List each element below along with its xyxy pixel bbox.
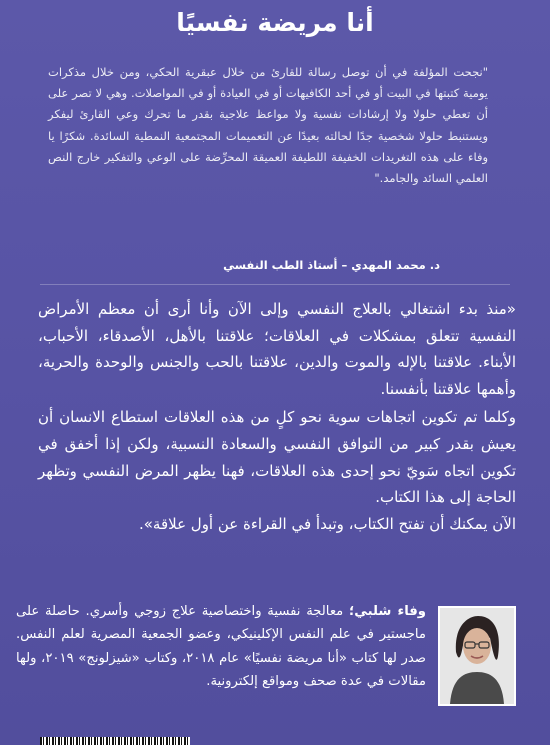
section-divider [40, 284, 510, 285]
book-title: أنا مريضة نفسيًا [176, 8, 374, 37]
blurb-paragraph-3: الآن يمكنك أن تفتح الكتاب، وتبدأ في القراءة عن أول علاقة». [138, 514, 516, 533]
main-blurb [38, 296, 516, 537]
author-bio [16, 600, 426, 693]
author-portrait-icon [440, 608, 514, 704]
blurb-paragraph-2: وكلما تم تكوين اتجاهات سوية نحو كلٍ من هذه العلاقات استطاع الانسان أن يعيش بقدر كبير من التوافق النفسي والسعادة النسبية، ولكن إذا أخفق في تكوين اتجاه سَويّ نحو إحدى هذه العلاقات، فهنا يظهر المرض النفسي وتظهر الحاجة إلى هذا الكتاب. [38, 408, 516, 507]
author-name: وفاء شلبي؛ [348, 604, 426, 619]
barcode-strip [40, 737, 190, 745]
endorsement-attribution: د. محمد المهدي – أستاذ الطب النفسي [223, 258, 440, 272]
author-photo [438, 606, 516, 706]
author-bio-text: معالجة نفسية واختصاصية علاج زوجي وأسري. حاصلة على ماجستير في علم النفس الإكلينيكي، وعضو الجمعية المصرية لعلم النفس. صدر لها كتاب «أنا مريضة نفسيًا» عام ٢٠١٨، وكتاب «شيزلونج» ٢٠١٩، ولها مقالات في عدة صحف ومواقع إلكترونية. [16, 604, 426, 689]
endorsement-quote: "نجحت المؤلفة في أن توصل رسالة للقارئ من خلال عبقرية الحكي، ومن خلال مذكرات يومية كتبتها في البيت أو في أحد الكافيهات أو في العيادة أو في المواصلات. وهي لا تصر على أن تعطي حلولا ولا إرشادات نفسية ولا مواعظ علاجية بقدر ما تحرك وعي القارئ ليفكر ويستنبط حلولا شخصية جدًا لحالته بعيدًا عن التعميمات المجتمعية النمطية السائدة. شكرًا يا وفاء على هذه التغريدات الخفيفة اللطيفة العميقة المحرِّضة على الوعي والتفكير خارج النص العلمي السائد والجامد." [48, 65, 488, 186]
blurb-paragraph-1: «منذ بدء اشتغالي بالعلاج النفسي وإلى الآن وأنا أرى أن معظم الأمراض النفسية تتعلق بمشكلات في العلاقات؛ علاقتنا بالأهل، الأصدقاء، الأحباب، الأبناء. علاقتنا بالإله والموت والدين، علاقتنا بالحب والجنس والوحدة والحرية، وأهمها علاقتنا بأنفسنا. [38, 300, 516, 398]
